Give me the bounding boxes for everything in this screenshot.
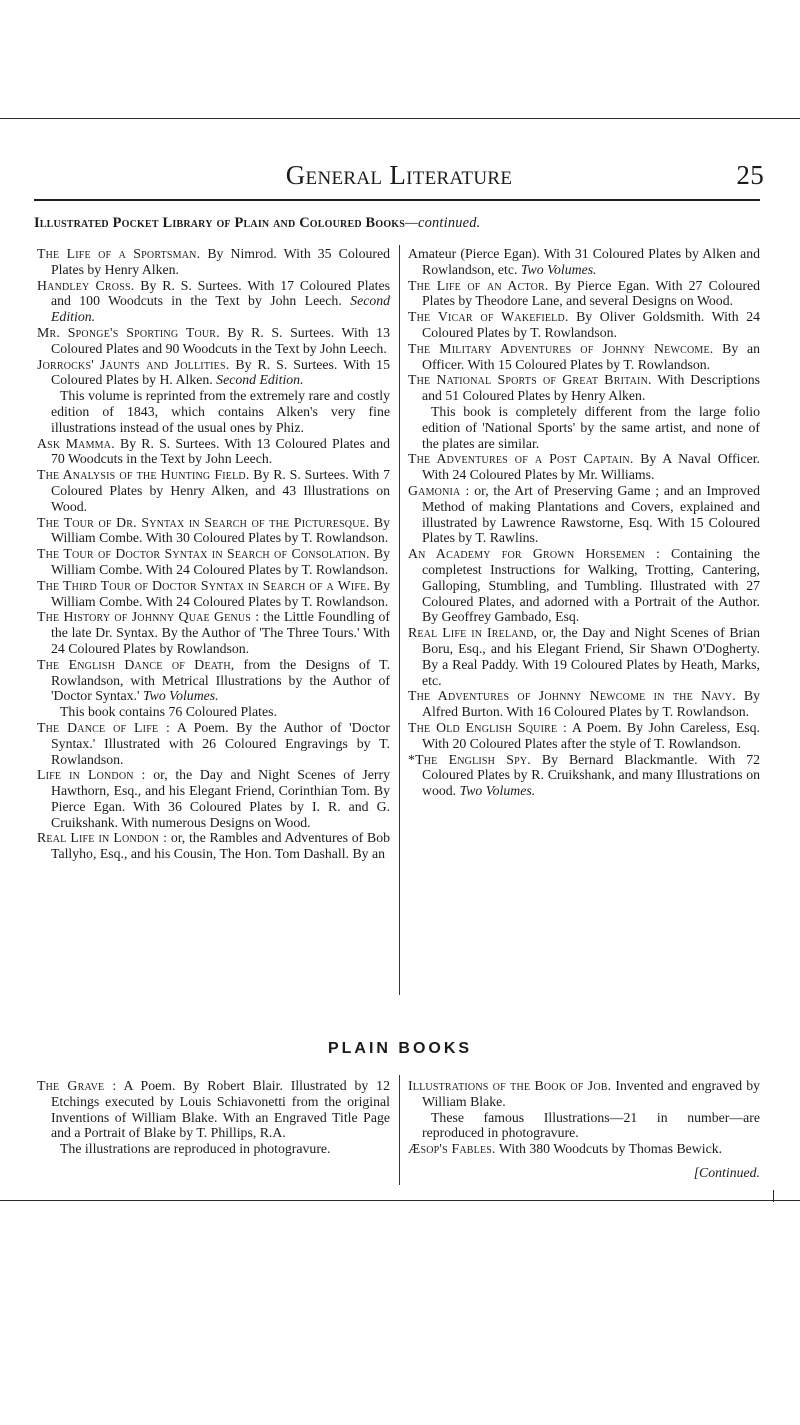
column-right [408, 246, 760, 799]
page-number: 25 [736, 160, 764, 190]
entry-title: The Grave : [37, 1078, 117, 1093]
catalogue-entry [408, 341, 760, 373]
catalogue-entry [37, 515, 390, 547]
entry-description: the Little Foundling of the late Dr. Syntax. By the Author of 'The Three Tours.' With 24 Coloured Plates by Rowlandson. [51, 609, 390, 656]
entry-description: By R. S. Surtees. With 13 Coloured Plates and 70 Woodcuts in the Text by John Leech. [51, 435, 391, 467]
catalogue-entry [37, 436, 390, 468]
entry-title: The Life of a Sportsman. [37, 246, 201, 261]
catalogue-entry [408, 546, 760, 625]
corner-tick [773, 1190, 774, 1202]
plain-column-right [408, 1078, 760, 1181]
entry-description: or, the Day and Night Scenes of Brian Boru, Esq., and his Elegant Friend, Sir Shawn O'Dogherty. By a Real Paddy. With 19 Coloured Plates by Heath, Marks, etc. [422, 625, 761, 688]
entry-edition: Second Edition. [51, 293, 391, 325]
column-left [37, 246, 390, 862]
section-suffix: —continued. [405, 215, 481, 231]
entry-note: This volume is reprinted from the extremely rare and costly edition of 1843, which contains Alken's very fine illustrations instead of the usual ones by Phiz. [51, 388, 390, 435]
catalogue-entry [37, 578, 390, 610]
entry-title: The English Dance of Death, [37, 656, 235, 672]
entry-description: By William Combe. With 24 Coloured Plates by T. Rowlandson. [51, 546, 390, 577]
catalogue-entry [408, 278, 760, 310]
entry-description: or, the Art of Preserving Game ; and an Improved Method of making Plantations and Covers, explained and illustrated by Lawrence Rawstorne, Esq. With 15 Coloured Plates by T. Rawlins. [422, 482, 760, 546]
catalogue-entry [37, 325, 390, 357]
entry-title: Jorrocks' Jaunts and Jollities. [37, 356, 230, 372]
entry-description: By R. S. Surtees. With 15 Coloured Plates by H. Alken. [51, 356, 390, 388]
catalogue-entry [37, 1078, 390, 1141]
catalogue-entry [408, 1141, 760, 1157]
plain-books-heading: PLAIN BOOKS [327, 1040, 473, 1057]
entry-title: The National Sports of Great Britain. [408, 372, 652, 388]
entry-title: The Adventures of Johnny Newcome in the Navy. [408, 688, 736, 704]
catalogue-entry [408, 720, 760, 752]
running-head-title: General Literature [285, 160, 513, 190]
entry-description: With Descriptions and 51 Coloured Plates by Henry Alken. [422, 372, 760, 404]
entry-title: The Tour of Doctor Syntax in Search of Consolation. [37, 546, 370, 562]
plain-column-divider [399, 1075, 400, 1185]
entry-description: Invented and engraved by William Blake. [422, 1078, 760, 1109]
entry-title: Illustrations of the Book of Job. [408, 1078, 612, 1093]
entry-title: Life in London : [37, 767, 146, 783]
entry-title: Real Life in London : [37, 830, 168, 846]
catalogue-entry [37, 767, 390, 830]
entry-description: or, the Day and Night Scenes of Jerry Hawthorn, Esq., and his Elegant Friend, Corinthian Tom. By Pierce Egan. With 36 Coloured Plates by I. R. and G. Cruikshank. With numerous Designs on Wood. [51, 767, 391, 830]
entry-note: This book contains 76 Coloured Plates. [60, 704, 277, 720]
entry-title: Ask Mamma. [37, 435, 115, 451]
entry-description: With 380 Woodcuts by Thomas Bewick. [498, 1141, 723, 1157]
entry-description: By Alfred Burton. With 16 Coloured Plates by T. Rowlandson. [422, 688, 760, 720]
entry-note: The illustrations are reproduced in photogravure. [60, 1141, 331, 1157]
entry-description: By R. S. Surtees. With 7 Coloured Plates by Henry Alken, and 43 Illustrations on Wood. [51, 467, 390, 514]
entry-title: An Academy for Grown Horsemen : [408, 546, 661, 562]
entry-description: A Poem. By Robert Blair. Illustrated by 12 Etchings executed by Louis Schiavonetti from the original Inventions of William Blake. With an Engraved Title Page and a Portrait of Blake by T. Phillips, R.A. [51, 1078, 390, 1141]
section-heading [34, 215, 774, 232]
column-divider [399, 245, 400, 995]
entry-description: By Bernard Blackmantle. With 72 Coloured Plates by R. Cruikshank, and many Illustrations on wood. [422, 751, 760, 799]
catalogue-entry [408, 309, 760, 341]
catalogue-entry [408, 483, 760, 546]
entry-description: By William Combe. With 24 Coloured Plates by T. Rowlandson. [51, 577, 391, 609]
catalogue-entry [408, 372, 760, 404]
entry-title: The Life of an Actor. [408, 277, 549, 293]
entry-description: By Pierce Egan. With 27 Coloured Plates by Theodore Lane, and several Designs on Wood. [422, 277, 760, 309]
entry-title: Mr. Sponge's Sporting Tour. [37, 324, 220, 340]
catalogue-entry [37, 357, 390, 389]
entry-title: The History of Johnny Quae Genus : [37, 609, 260, 625]
entry-title: The Vicar of Wakefield. [408, 309, 569, 325]
entry-title: The Adventures of a Post Captain. [408, 451, 634, 467]
entry-edition: Second Edition. [216, 372, 304, 388]
entry-description: By R. S. Surtees. With 17 Coloured Plates and 100 Woodcuts in the Text by John Leech. [51, 277, 391, 309]
catalogue-entry [37, 246, 390, 278]
entry-description: A Poem. By the Author of 'Doctor Syntax.' Illustrated with 26 Coloured Engravings by T. Rowlandson. [51, 719, 390, 767]
entry-description: By Nimrod. With 35 Coloured Plates by Henry Alken. [51, 246, 390, 277]
section-title: Illustrated Pocket Library of Plain and Coloured Books [34, 215, 406, 231]
catalogue-entry [408, 1078, 760, 1110]
catalogue-entry [37, 467, 390, 514]
continued-note: [Continued. [693, 1164, 760, 1180]
entry-description: Amateur (Pierce Egan). With 31 Coloured Plates by Alken and Rowlandson, etc. [408, 246, 760, 277]
catalogue-entry [37, 609, 390, 656]
running-head [34, 160, 764, 196]
catalogue-entry [408, 246, 760, 278]
entry-description: By A Naval Officer. With 24 Coloured Plates by Mr. Williams. [422, 451, 760, 483]
entry-title: The Tour of Dr. Syntax in Search of the Picturesque. [37, 514, 370, 530]
catalogue-entry [37, 720, 390, 767]
catalogue-entry [37, 546, 390, 578]
catalogue-entry [37, 830, 390, 862]
entry-description: By William Combe. With 30 Coloured Plates by T. Rowlandson. [51, 514, 390, 546]
plain-right-entries [408, 1078, 760, 1157]
entry-description: or, the Rambles and Adventures of Bob Tallyho, Esq., and his Cousin, The Hon. Tom Dashall. By an [51, 830, 390, 862]
entry-title: The Analysis of the Hunting Field. [37, 467, 250, 483]
plain-column-left [37, 1078, 390, 1157]
entry-edition: Two Volumes. [520, 261, 597, 277]
entry-description: from the Designs of T. Rowlandson, with Metrical Illustrations by the Author of 'Doctor Syntax.' [51, 656, 391, 704]
head-rule [34, 199, 760, 201]
entry-note: These famous Illustrations—21 in number—are reproduced in photogravure. [422, 1109, 760, 1141]
entry-description: Containing the completest Instructions for Walking, Trotting, Cantering, Galloping, Stumbling, and Tumbling. Illustrated with 27 Coloured Plates, and adorned with a Portrait of the Author. By Geoffrey Gambado, Esq. [422, 546, 761, 625]
entry-note: This book is completely different from the large folio edition of 'National Sports' by the same artist, and none of the plates are similar. [422, 403, 760, 451]
entry-title: Æsop's Fables. [408, 1141, 496, 1157]
entry-title: The Third Tour of Doctor Syntax in Search of a Wife. [37, 577, 371, 593]
entry-description: By R. S. Surtees. With 13 Coloured Plates and 90 Woodcuts in the Text by John Leech. [51, 324, 390, 356]
entry-description: A Poem. By John Careless, Esq. With 20 Coloured Plates after the style of T. Rowlandson. [422, 719, 760, 751]
entry-description: By an Officer. With 15 Coloured Plates by T. Rowlandson. [422, 340, 760, 372]
entry-title: The Dance of Life : [37, 719, 171, 735]
entry-title: Handley Cross. [37, 277, 135, 293]
catalogue-entry [37, 657, 390, 704]
entry-edition: Two Volumes. [459, 783, 536, 799]
catalogue-entry [408, 752, 760, 799]
entry-title: *The English Spy. [408, 751, 531, 767]
entry-description: By Oliver Goldsmith. With 24 Coloured Plates by T. Rowlandson. [422, 309, 760, 340]
catalogue-entry [408, 625, 760, 688]
catalogue-entry [408, 688, 760, 720]
entry-title: The Military Adventures of Johnny Newcome. [408, 340, 714, 356]
catalogue-entry [408, 451, 760, 483]
catalogue-entry [37, 278, 390, 325]
entry-title: The Old English Squire : [408, 719, 568, 735]
entry-edition: Two Volumes. [142, 688, 219, 704]
entry-title: Gamonia : [408, 482, 470, 498]
bottom-rule [0, 1200, 800, 1201]
entry-title: Real Life in Ireland, [408, 625, 538, 641]
top-rule [0, 118, 800, 119]
